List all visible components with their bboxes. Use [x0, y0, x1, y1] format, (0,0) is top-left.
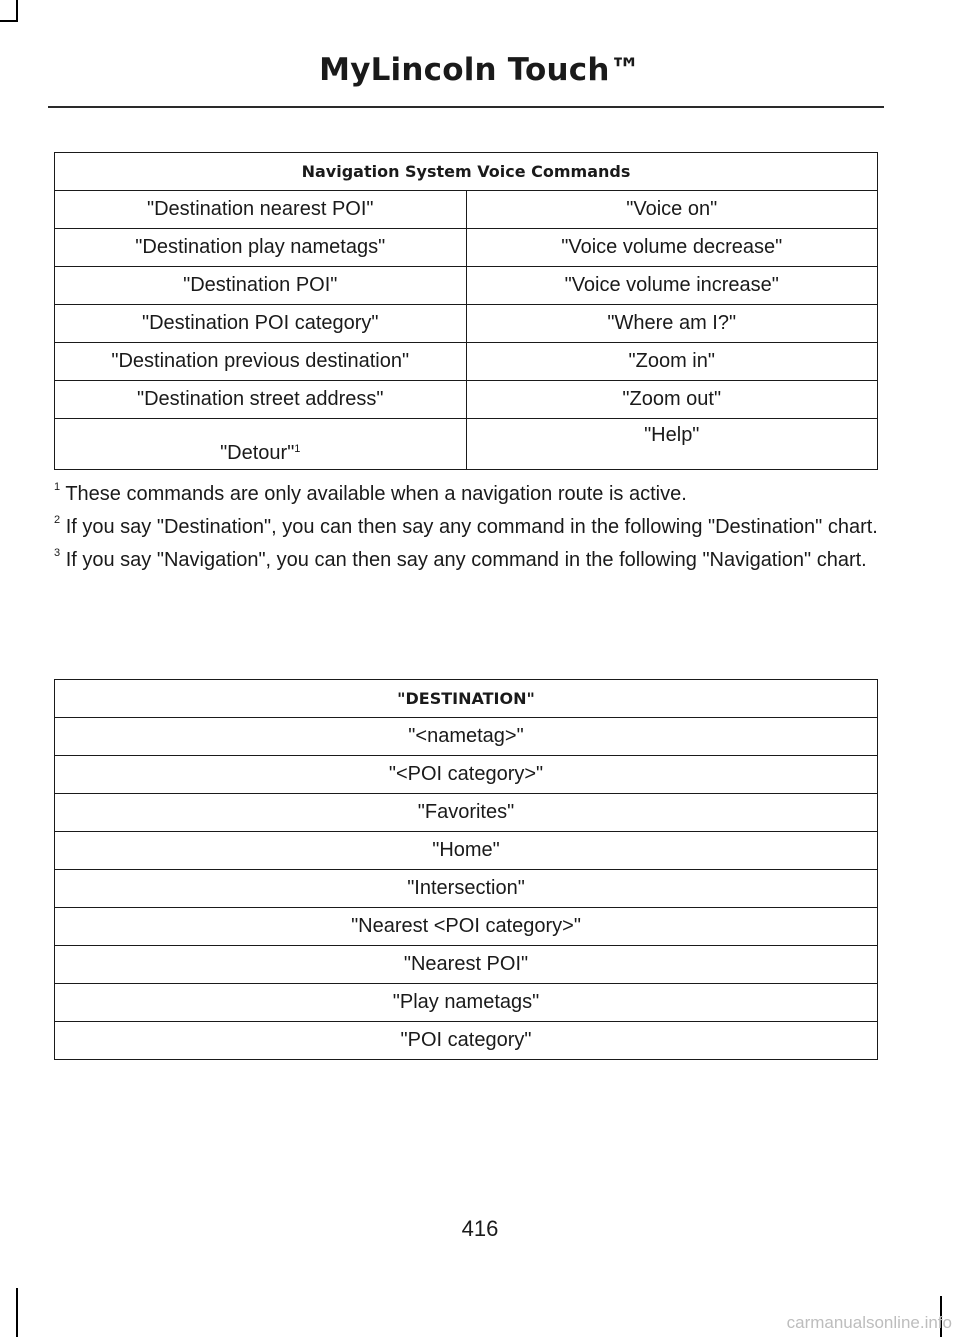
table-row [55, 191, 878, 229]
footnotes [54, 481, 884, 580]
table-cell: "Destination POI" [55, 267, 467, 305]
table-cell: "POI category" [55, 1022, 878, 1060]
table-title: "DESTINATION" [55, 680, 878, 718]
table-cell: "Nearest <POI category>" [55, 908, 878, 946]
table-row [55, 908, 878, 946]
table-cell: "Destination POI category" [55, 305, 467, 343]
destination-commands-table [54, 679, 878, 1060]
table-cell: "Zoom out" [466, 381, 878, 419]
footnote-marker: 1 [294, 443, 301, 455]
footnote-text: If you say "Destination", you can then say any command in the following "Destination" chart. [65, 516, 878, 538]
table-cell: "Where am I?" [466, 305, 878, 343]
table-row [55, 305, 878, 343]
footnote-number: 2 [54, 514, 61, 526]
footnote-text: These commands are only available when a navigation route is active. [65, 483, 687, 505]
crop-mark-top-left-horizontal [0, 20, 18, 22]
table-cell: "<POI category>" [55, 756, 878, 794]
crop-mark-top-left-vertical [16, 0, 18, 22]
table-row [55, 229, 878, 267]
footnote-number: 3 [54, 547, 61, 559]
table-cell [55, 419, 467, 470]
footnote-text: If you say "Navigation", you can then say any command in the following "Navigation" chart. [65, 549, 867, 571]
table-row [55, 1022, 878, 1060]
table-row [55, 381, 878, 419]
table-cell: "Help" [466, 419, 878, 470]
table-row [55, 984, 878, 1022]
cell-text: "Detour" [220, 442, 295, 464]
table-row [55, 267, 878, 305]
table-row [55, 419, 878, 470]
table-title: Navigation System Voice Commands [55, 153, 878, 191]
crop-mark-bottom-left-vertical [16, 1288, 18, 1337]
table-cell: "Destination play nametags" [55, 229, 467, 267]
header-divider [48, 106, 884, 108]
footnote [54, 481, 884, 508]
table-row [55, 946, 878, 984]
table-cell: "Favorites" [55, 794, 878, 832]
footnote-number: 1 [54, 481, 61, 493]
table-cell: "Destination nearest POI" [55, 191, 467, 229]
table-row [55, 756, 878, 794]
table-cell: "Home" [55, 832, 878, 870]
table-cell: "Voice volume increase" [466, 267, 878, 305]
table-cell: "Destination street address" [55, 381, 467, 419]
table-cell: "<nametag>" [55, 718, 878, 756]
watermark: carmanualsonline.info [786, 1313, 952, 1332]
table-cell: "Nearest POI" [55, 946, 878, 984]
table-row [55, 343, 878, 381]
footnote [54, 547, 884, 574]
table-cell: "Voice on" [466, 191, 878, 229]
table-row [55, 794, 878, 832]
table-row [55, 832, 878, 870]
table-cell: "Intersection" [55, 870, 878, 908]
table-row [55, 718, 878, 756]
page-title: MyLincoln Touch™ [319, 52, 641, 88]
footnote [54, 514, 884, 541]
table-cell: "Play nametags" [55, 984, 878, 1022]
table-cell: "Destination previous destination" [55, 343, 467, 381]
navigation-commands-table [54, 152, 878, 470]
page-number: 416 [461, 1216, 499, 1241]
table-cell: "Zoom in" [466, 343, 878, 381]
table-cell: "Voice volume decrease" [466, 229, 878, 267]
table-row [55, 870, 878, 908]
